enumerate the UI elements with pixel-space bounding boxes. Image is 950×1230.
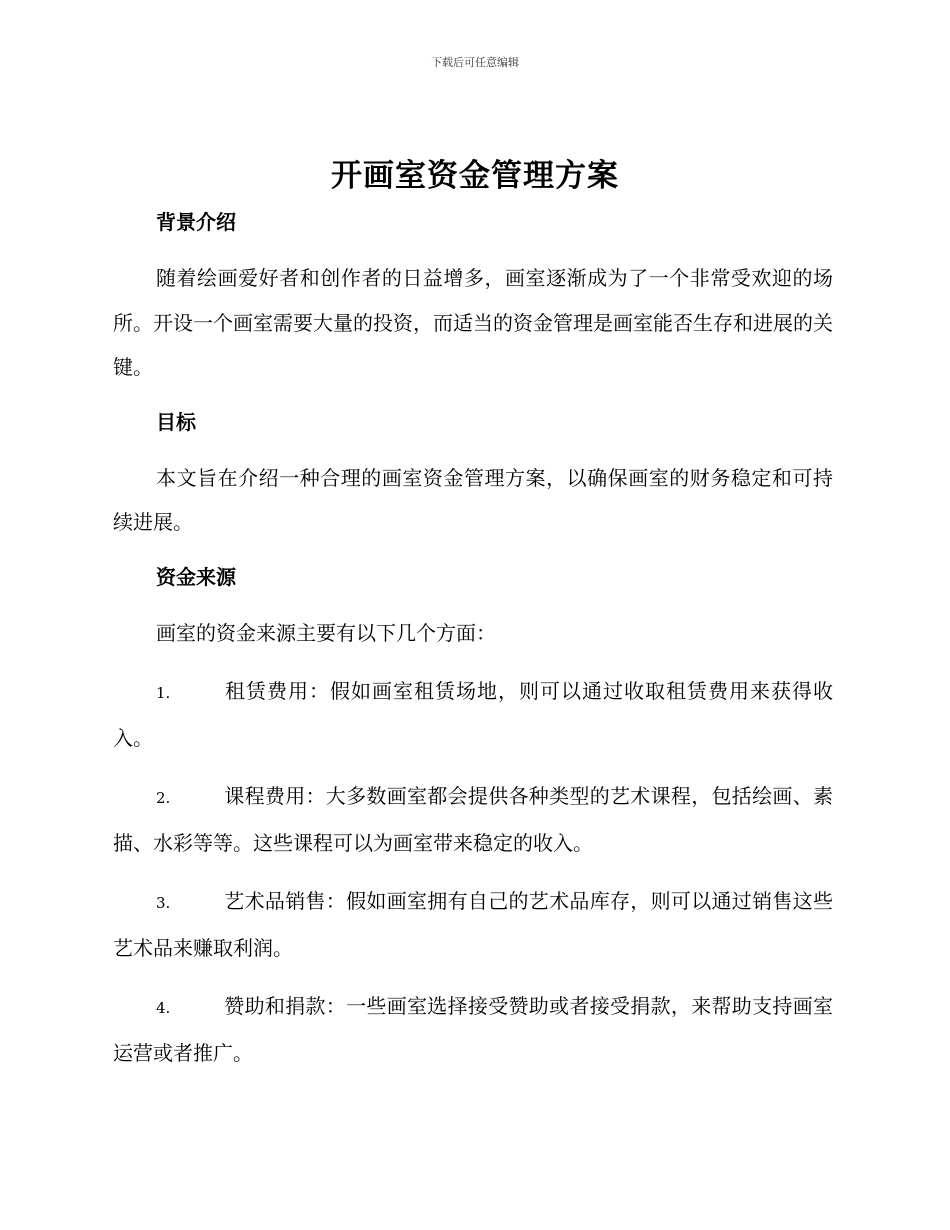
paragraph-goal: 本文旨在介绍一种合理的画室资金管理方案，以确保画室的财务稳定和可持续进展。 — [113, 465, 833, 534]
section-heading-goal: 目标 — [156, 409, 196, 434]
list-item-text: 租赁费用：假如画室租赁场地，则可以通过收取租赁费用来获得收入。 — [113, 679, 833, 750]
paragraph-background: 随着绘画爱好者和创作者的日益增多，画室逐渐成为了一个非常受欢迎的场所。开设一个画室需要大量的投资，而适当的资金管理是画室能否生存和进展的关键。 — [113, 266, 833, 379]
list-item — [113, 774, 833, 865]
header-note: 下载后可任意编辑 — [431, 56, 519, 69]
list-number: 4. — [156, 999, 171, 1017]
list-item-text: 赞助和捐款：一些画室选择接受赞助或者接受捐款，来帮助支持画室运营或者推广。 — [113, 994, 833, 1065]
list-item-text: 艺术品销售：假如画室拥有自己的艺术品库存，则可以通过销售这些艺术品来赚取利润。 — [113, 889, 833, 960]
list-number: 2. — [156, 789, 171, 807]
list-item — [113, 879, 833, 970]
list-number: 3. — [156, 894, 171, 912]
list-item — [113, 984, 833, 1075]
list-item-text: 课程费用：大多数画室都会提供各种类型的艺术课程，包括绘画、素描、水彩等等。这些课程可以为画室带来稳定的收入。 — [113, 784, 833, 855]
paragraph-funding-intro: 画室的资金来源主要有以下几个方面： — [156, 620, 496, 645]
section-heading-funding: 资金来源 — [156, 564, 236, 589]
document-body — [113, 204, 833, 1075]
document-title: 开画室资金管理方案 — [331, 158, 619, 194]
list-item — [113, 669, 833, 760]
list-number: 1. — [156, 684, 171, 702]
section-heading-background: 背景介绍 — [156, 210, 236, 234]
